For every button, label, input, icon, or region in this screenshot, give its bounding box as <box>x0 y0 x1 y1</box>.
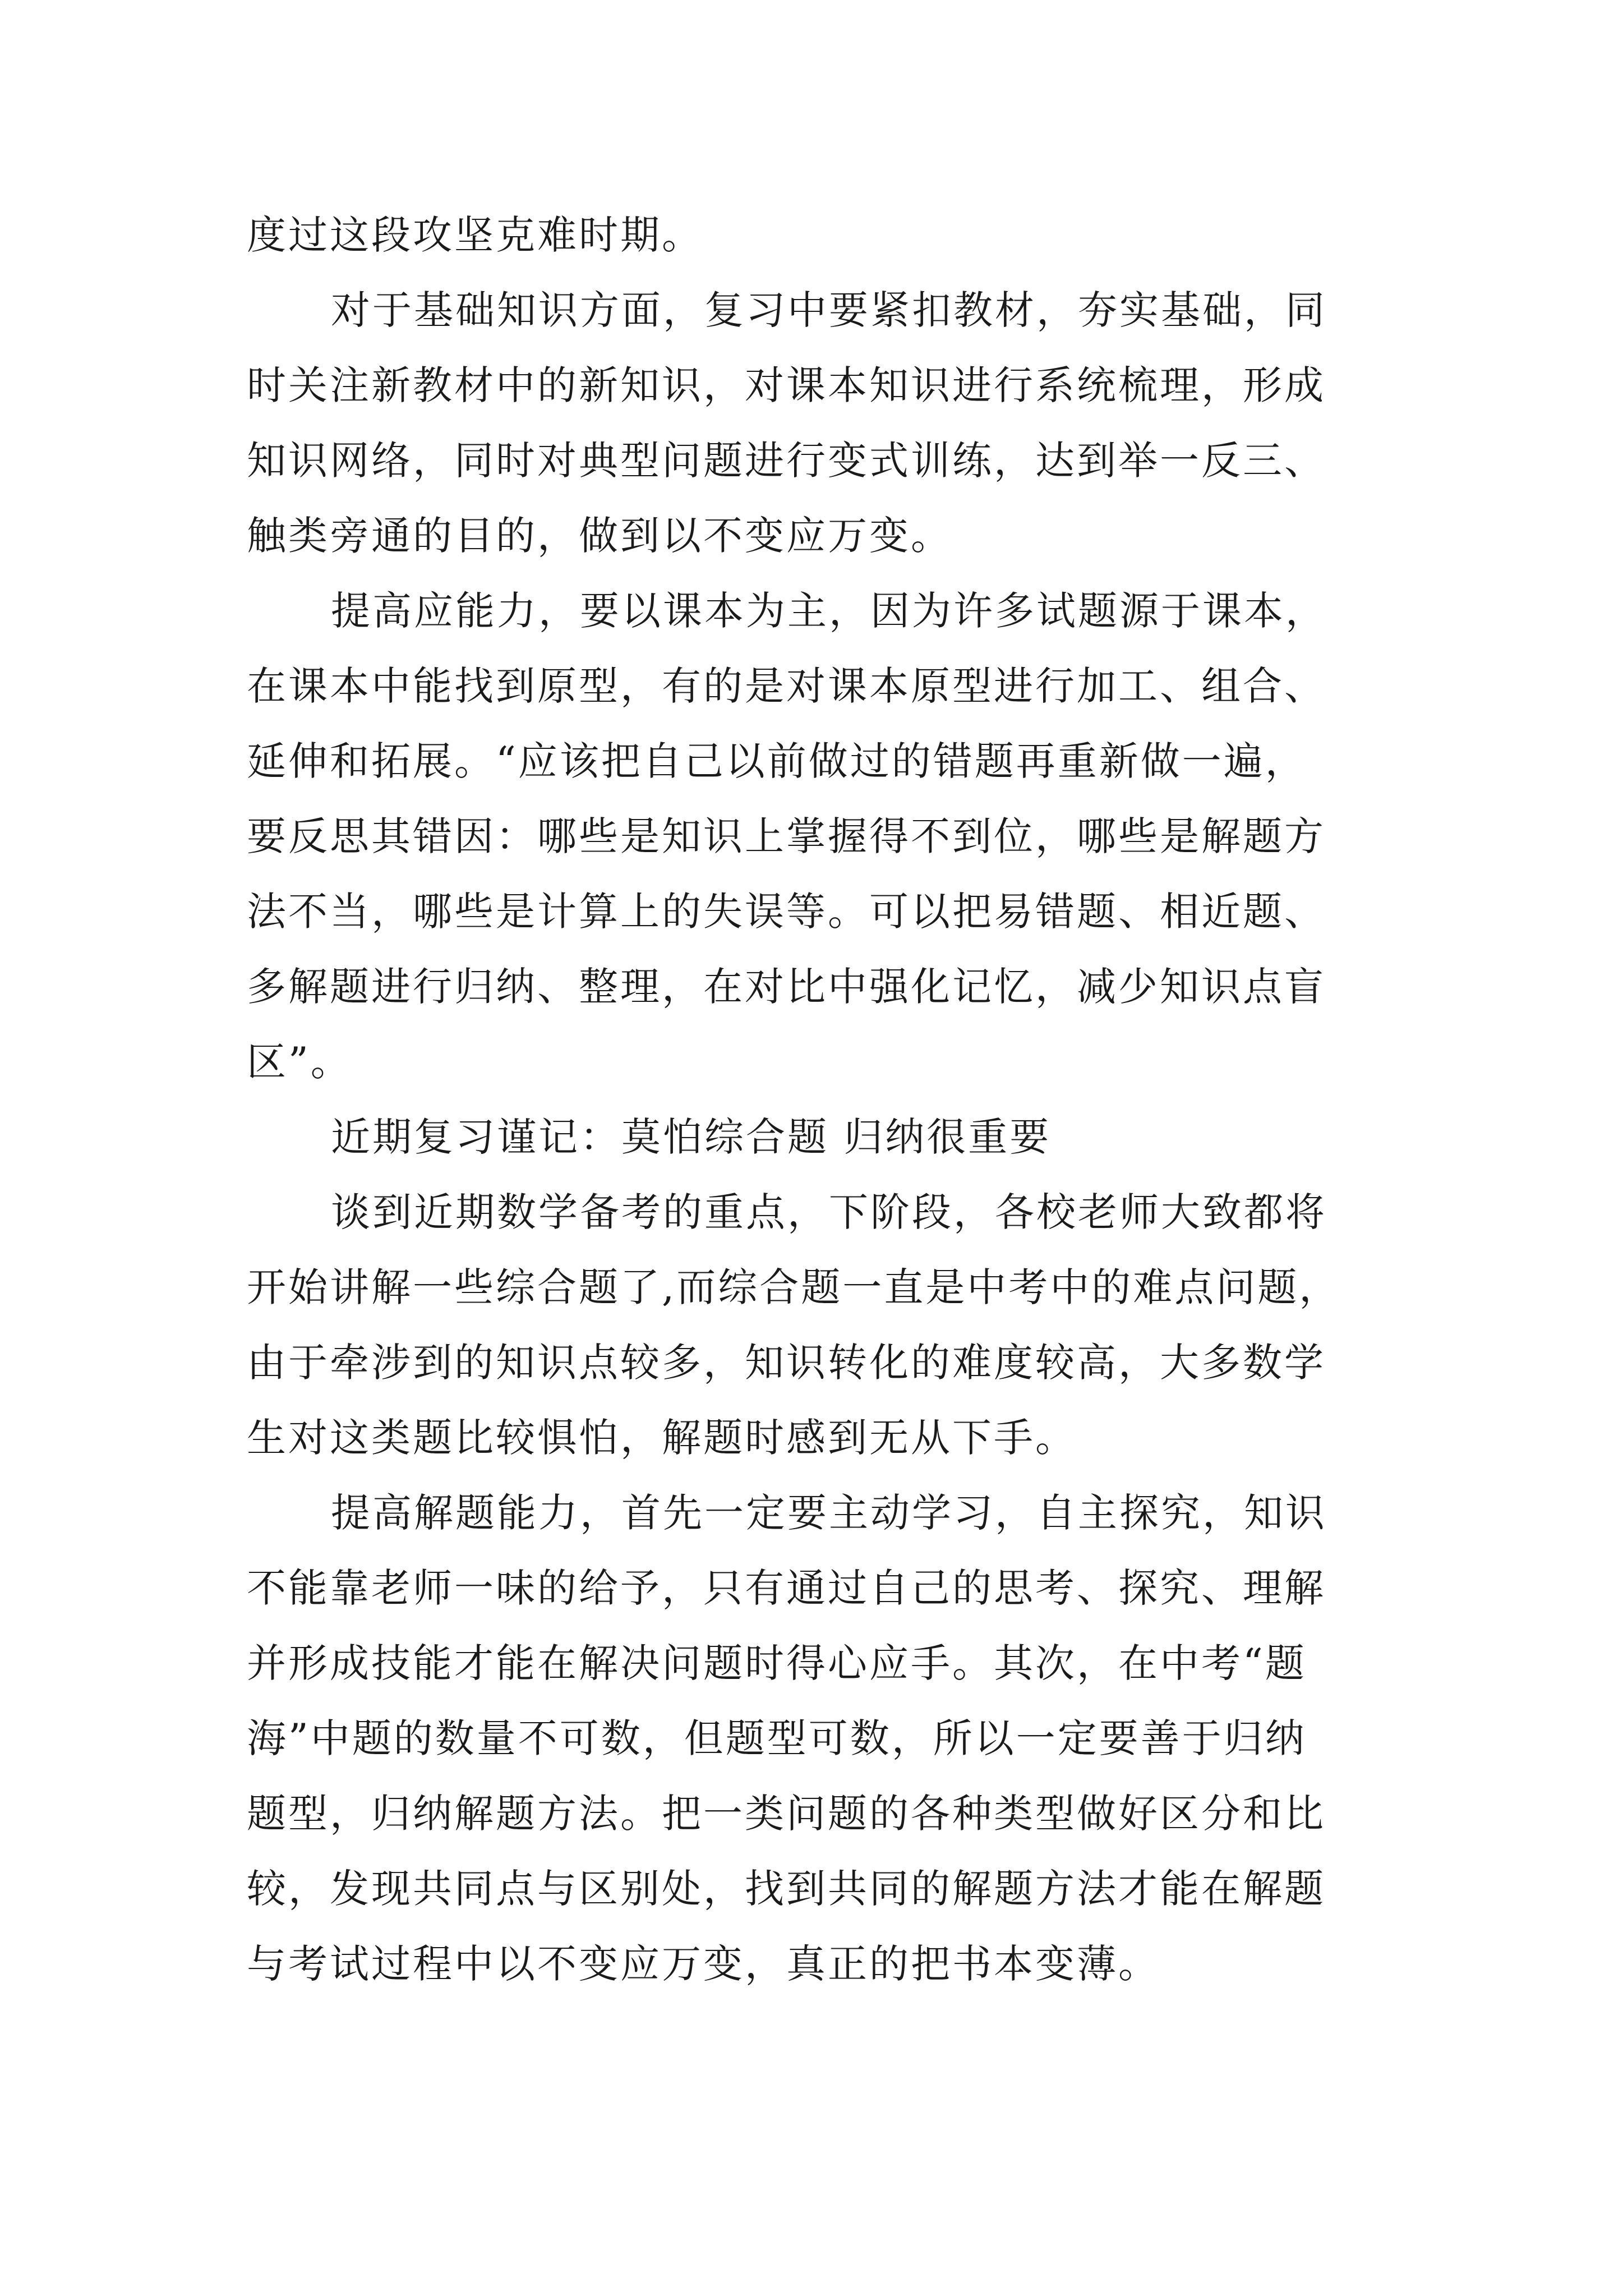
text-line: 法不当，哪些是计算上的失误等。可以把易错题、相近题、 <box>247 889 1326 935</box>
section-heading: 近期复习谨记：莫怕综合题 归纳很重要 <box>331 1114 1052 1160</box>
paragraph-problem-solving: 提高解题能力，首先一定要主动学习，自主探究，知识 <box>331 1490 1327 1536</box>
text-line: 多解题进行归纳、整理，在对比中强化记忆，减少知识点盲 <box>247 964 1326 1010</box>
document-body <box>247 197 1391 2001</box>
paragraph-recent-focus: 谈到近期数学备考的重点，下阶段，各校老师大致都将 <box>331 1189 1327 1235</box>
text-line: 海”中题的数量不可数，但题型可数，所以一定要善于归纳 <box>247 1715 1307 1761</box>
text-line: 要反思其错因：哪些是知识上掌握得不到位，哪些是解题方 <box>247 813 1326 859</box>
text-line: 不能靠老师一味的给予，只有通过自己的思考、探究、理解 <box>247 1565 1326 1611</box>
text-line: 触类旁通的目的，做到以不变应万变。 <box>247 513 952 559</box>
paragraph-basic-knowledge: 对于基础知识方面，复习中要紧扣教材，夯实基础，同 <box>331 287 1327 333</box>
text-line: 知识网络，同时对典型问题进行变式训练，达到举一反三、 <box>247 438 1326 484</box>
text-line: 度过这段攻坚克难时期。 <box>247 212 703 258</box>
text-line: 生对这类题比较惧怕，解题时感到无从下手。 <box>247 1415 1077 1461</box>
paragraph-improve-ability: 提高应能力，要以课本为主，因为许多试题源于课本， <box>331 588 1327 634</box>
text-line: 时关注新教材中的新知识，对课本知识进行系统梳理，形成 <box>247 362 1326 408</box>
text-line: 题型，归纳解题方法。把一类问题的各种类型做好区分和比 <box>247 1791 1326 1837</box>
text-line: 并形成技能才能在解决问题时得心应手。其次，在中考“题 <box>247 1640 1307 1686</box>
text-line: 与考试过程中以不变应万变，真正的把书本变薄。 <box>247 1941 1160 1987</box>
text-line: 开始讲解一些综合题了,而综合题一直是中考中的难点问题， <box>247 1264 1341 1310</box>
text-line: 在课本中能找到原型，有的是对课本原型进行加工、组合、 <box>247 663 1326 709</box>
text-line: 较，发现共同点与区别处，找到共同的解题方法才能在解题 <box>247 1866 1326 1912</box>
text-line: 由于牵涉到的知识点较多，知识转化的难度较高，大多数学 <box>247 1340 1326 1386</box>
text-line: 区”。 <box>247 1039 352 1085</box>
text-line: 延伸和拓展。“应该把自己以前做过的错题再重新做一遍， <box>247 738 1307 784</box>
